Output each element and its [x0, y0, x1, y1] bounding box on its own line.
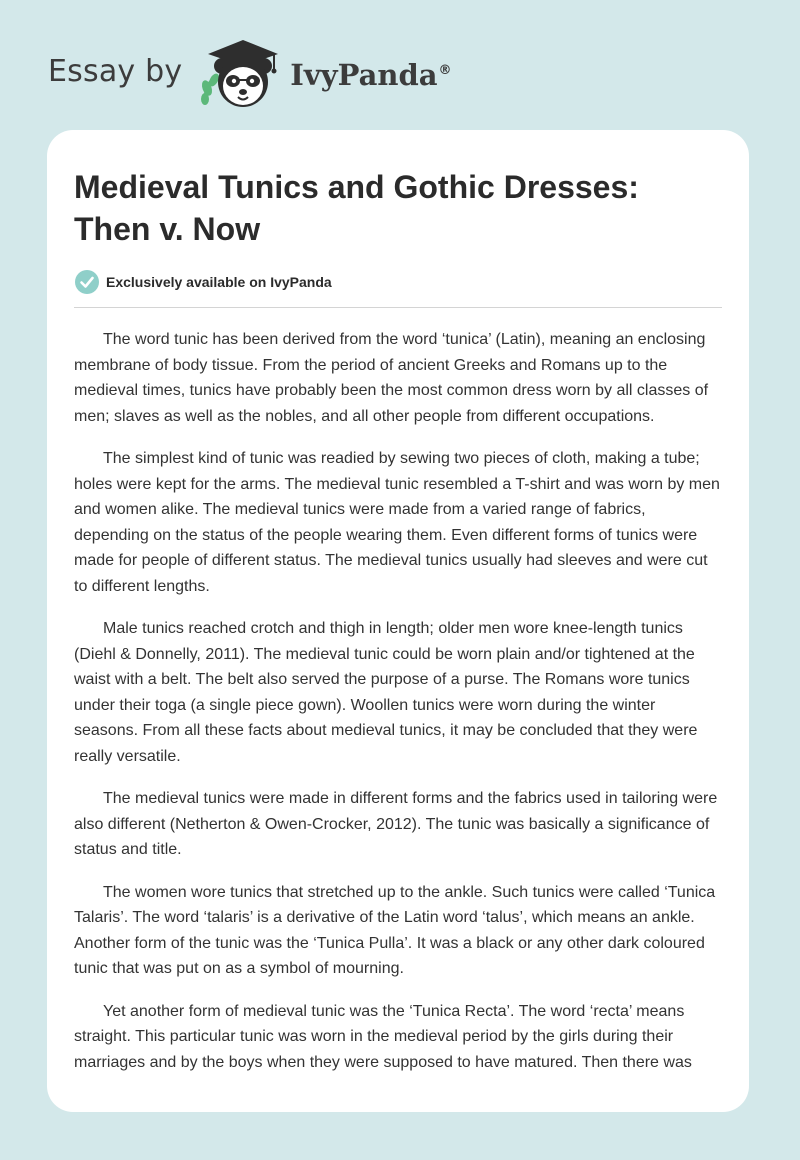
exclusive-badge-label: Exclusively available on IvyPanda	[106, 274, 332, 290]
checkmark-circle-icon	[74, 269, 100, 295]
paragraph: The medieval tunics were made in different forms and the fabrics used in tailoring were also different (Netherton & Owen-Crocker, 2012). The tunic was basically a significance of status and title.	[74, 790, 718, 858]
essay-card	[47, 130, 749, 1112]
brand-prefix: Essay by	[48, 53, 183, 89]
paragraph: Yet another form of medieval tunic was the ‘Tunica Recta’. The word ‘recta’ means straight. This particular tunic was worn in the medieval period by the girls during their marriages and by the boys when they were supposed to have matured. Then there was	[74, 1002, 692, 1071]
essay-body	[74, 327, 722, 1075]
registered-mark: ®	[438, 63, 452, 79]
paragraph: Male tunics reached crotch and thigh in length; older men wore knee-length tunics (Diehl & Donnelly, 2011). The medieval tunic could be worn plain and/or tightened at the waist with a belt. The belt also served the purpose of a purse. The Romans wore tunics under their toga (a single piece gown). Woollen tunics were worn during the winter seasons. From all these facts about medieval tunics, it may be concluded that they were really versatile.	[74, 620, 698, 765]
paragraph: The word tunic has been derived from the word ‘tunica’ (Latin), meaning an enclosing membrane of body tissue. From the period of ancient Greeks and Romans up to the medieval times, tunics have probably been the most common dress worn by all classes of men; slaves as well as the nobles, and all other people from different occupations.	[74, 331, 709, 425]
paragraph: The women wore tunics that stretched up to the ankle. Such tunics were called ‘Tunica Talaris’. The word ‘talaris’ is a derivative of the Latin word ‘talus’, which means an ankle. Another form of the tunic was the ‘Tunica Pulla’. It was a black or any other dark coloured tunic that was put on as a symbol of mourning.	[74, 883, 716, 977]
title-divider	[74, 307, 722, 308]
site-brand[interactable]	[48, 36, 452, 112]
panda-logo-icon	[194, 36, 286, 112]
paragraph: The simplest kind of tunic was readied by sewing two pieces of cloth, making a tube; holes were kept for the arms. The medieval tunic resembled a T-shirt and was worn by men and women alike. The medieval tunics were made from a varied range of fabrics, depending on the status of the people wearing them. Even different forms of tunics were made for people of different status. The medieval tunics usually had sleeves and were cut to different lengths.	[74, 450, 720, 595]
essay-title: Medieval Tunics and Gothic Dresses: Then v. Now	[74, 169, 639, 247]
brand-name: IvyPanda®	[290, 58, 452, 92]
exclusive-badge	[74, 268, 722, 296]
